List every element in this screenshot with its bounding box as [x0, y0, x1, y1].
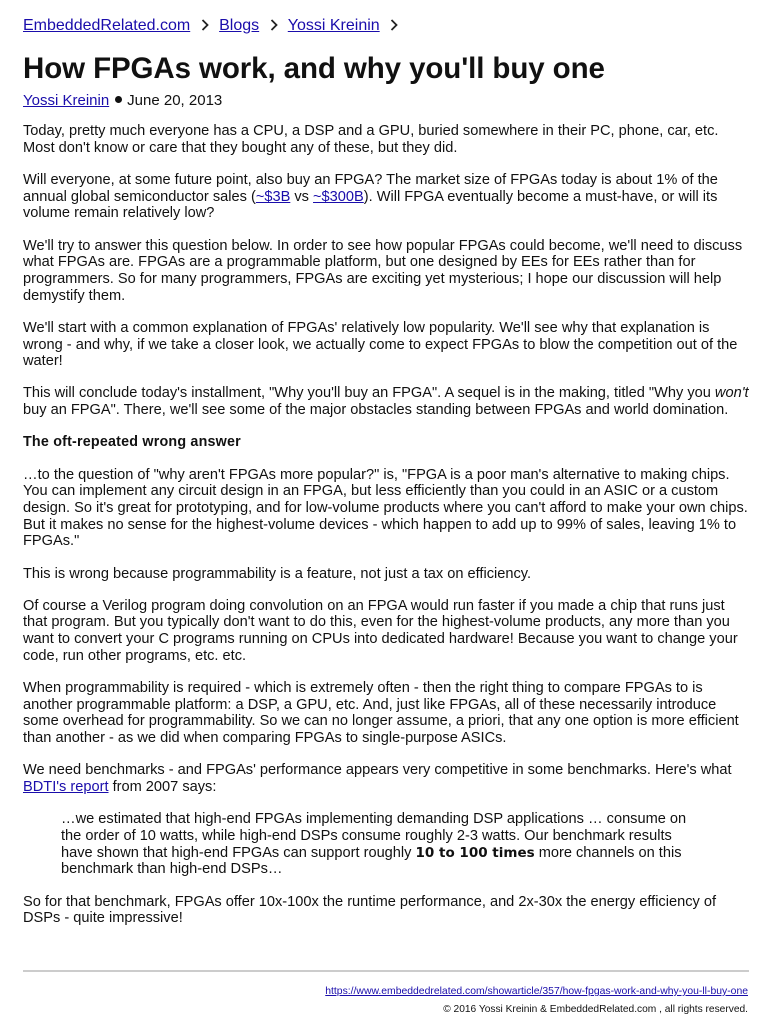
bullet-dot-icon	[115, 96, 122, 103]
paragraph: We'll start with a common explanation of FPGAs' relatively low popularity. We'll see why that explanation is wrong - and why, if we take a closer look, we actually come to expect FPGAs to blow the competition out of the water!	[23, 319, 738, 370]
publish-date: June 20, 2013	[127, 92, 223, 109]
paragraph: When programmability is required - which is extremely often - then the right thing to compare FPGAs to is another programmable platform: a DSP, a GPU, etc. And, just like FPGAs, all of these necessarily introduce some overhead for programmability. So we can no longer assume, a priori, that any one option is more efficient than another - as we did when comparing FPGAs to single-purpose ASICs.	[23, 680, 739, 747]
paragraph: So for that benchmark, FPGAs offer 10x-100x the runtime performance, and 2x-30x the energy efficiency of DSPs - quite impressive!	[23, 893, 717, 927]
chevron-right-icon	[198, 16, 212, 36]
author-link[interactable]: Yossi Kreinin	[23, 92, 110, 109]
section-heading: The oft-repeated wrong answer	[23, 434, 241, 451]
breadcrumb-site-link[interactable]: EmbeddedRelated.com	[23, 17, 191, 34]
byline	[23, 92, 222, 110]
semiconductor-fpga-market-link[interactable]: ~$3B	[255, 188, 291, 205]
semiconductor-market-link[interactable]: ~$300B	[313, 188, 364, 205]
footer-article-url-link[interactable]: https://www.embeddedrelated.com/showarticle/357/how-fpgas-work-and-why-you-ll-buy-one	[325, 986, 748, 997]
breadcrumb	[23, 16, 404, 36]
article-title: How FPGAs work, and why you'll buy one	[23, 52, 605, 85]
breadcrumb-author-link[interactable]: Yossi Kreinin	[287, 17, 380, 34]
footer-divider	[23, 970, 749, 972]
paragraph: …to the question of "why aren't FPGAs more popular?" is, "FPGA is a poor man's alternative to making chips. You can implement any circuit design in an FPGA, but less efficiently than you could in an ASIC or a custom design. So it's great for prototyping, and for low-volume products where you can't afford to make your own chips. But it makes no sense for the highest-volume devices - which happen to add up to 99% of sales, leaving 1% to FPGAs."	[23, 466, 748, 550]
chevron-right-icon	[387, 16, 401, 36]
chevron-right-icon	[267, 16, 281, 36]
paragraph: Will everyone, at some future point, also buy an FPGA? The market size of FPGAs today is about 1% of the annual global semiconductor sales (~$3B vs ~$300B). Will FPGA eventually become a must-have, or will its volume remain relatively low?	[23, 171, 718, 222]
footer-copyright: © 2016 Yossi Kreinin & EmbeddedRelated.com , all rights reserved.	[443, 1004, 748, 1015]
paragraph: Of course a Verilog program doing convolution on an FPGA would run faster if you made a chip that runs just that program. But you typically don't want to do this, even for the highest-volume products, any more than you want to convert your C programs running on CPUs into dedicated hardware! Because you want to change your code, run other programs, etc. etc.	[23, 597, 738, 664]
paragraph: We need benchmarks - and FPGAs' performance appears very competitive in some benchmarks. Here's what BDTI's report from 2007 says:	[23, 762, 732, 796]
paragraph: This will conclude today's installment, "Why you'll buy an FPGA". A sequel is in the making, titled "Why you won't buy an FPGA". There, we'll see some of the major obstacles standing between FPGAs and world domination.	[23, 385, 749, 419]
bdti-report-link[interactable]: BDTI's report	[23, 779, 109, 796]
paragraph: We'll try to answer this question below. In order to see how popular FPGAs could become, we'll need to discuss what FPGAs are. FPGAs are a programmable platform, but one designed by EEs for EEs rather than for programmers. So for many programmers, FPGAs are exciting yet mysterious; I hope our discussion will help demystify them.	[23, 237, 743, 304]
breadcrumb-blogs-link[interactable]: Blogs	[219, 17, 260, 34]
paragraph: This is wrong because programmability is a feature, not just a tax on efficiency.	[23, 565, 532, 582]
article-body	[23, 123, 749, 943]
paragraph: Today, pretty much everyone has a CPU, a DSP and a GPU, buried somewhere in their PC, phone, car, etc. Most don't know or care that they bought any of these, but they did.	[23, 123, 719, 156]
block-quote: …we estimated that high-end FPGAs implementing demanding DSP applications … consume on the order of 10 watts, while high-end DSPs consume roughly 2-3 watts. Our benchmark results have shown that high-end FPGAs can support roughly 10 to 100 times more channels on this benchmark than high-end DSPs…	[61, 811, 687, 878]
